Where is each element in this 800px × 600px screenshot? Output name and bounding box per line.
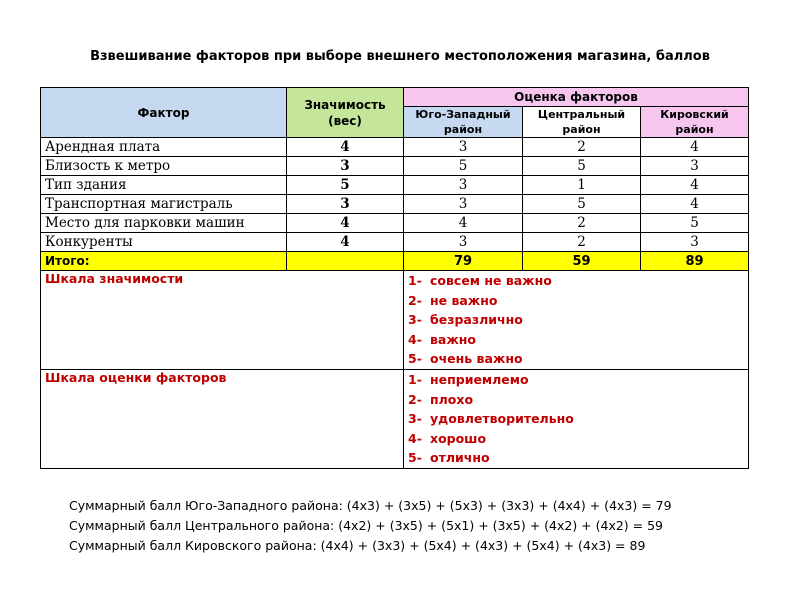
- total-central: 59: [523, 252, 641, 271]
- factor-weight: 3: [287, 157, 404, 176]
- list-item: 4- хорошо: [408, 430, 487, 446]
- factor-weight: 4: [287, 214, 404, 233]
- table-row: [41, 233, 749, 252]
- sum-formulas: [69, 496, 672, 556]
- page-title: Взвешивание факторов при выборе внешнего местоположения магазина, баллов: [90, 49, 710, 64]
- weight-scale-row: [41, 271, 749, 370]
- total-southwest: 79: [404, 252, 523, 271]
- score-kirovsky: 4: [641, 138, 749, 157]
- factor-name: Место для парковки машин: [41, 214, 287, 233]
- score-southwest: 4: [404, 214, 523, 233]
- header-district-southwest: Юго-Западный район: [404, 107, 523, 138]
- header-district-kirovsky: Кировский район: [641, 107, 749, 138]
- table-row: [41, 157, 749, 176]
- table-row: [41, 176, 749, 195]
- total-label: Итого:: [41, 252, 287, 271]
- list-item: 2- плохо: [408, 391, 474, 407]
- sum-southwest: Суммарный балл Юго-Западного района: (4х3) + (3х5) + (5х3) + (3х3) + (4х4) + (4х3) = 79: [69, 498, 672, 513]
- factor-weight: 4: [287, 138, 404, 157]
- factor-name: Арендная плата: [41, 138, 287, 157]
- list-item: 1- совсем не важно: [408, 273, 552, 288]
- rating-scale-list: [404, 370, 749, 469]
- table-row: [41, 138, 749, 157]
- factor-weight: 5: [287, 176, 404, 195]
- total-kirovsky: 89: [641, 252, 749, 271]
- list-item: 5- очень важно: [408, 351, 523, 367]
- score-southwest: 3: [404, 138, 523, 157]
- factor-weight: 4: [287, 233, 404, 252]
- total-row: [41, 252, 749, 271]
- score-southwest: 3: [404, 195, 523, 214]
- list-item: 2- не важно: [408, 292, 498, 308]
- score-southwest: 3: [404, 233, 523, 252]
- weight-scale-list: [404, 271, 749, 370]
- rating-scale-label: Шкала оценки факторов: [41, 370, 404, 469]
- score-southwest: 3: [404, 176, 523, 195]
- factor-name: Близость к метро: [41, 157, 287, 176]
- list-item: 4- важно: [408, 331, 477, 347]
- header-weight: Значимость (вес): [287, 88, 404, 138]
- score-kirovsky: 4: [641, 195, 749, 214]
- score-central: 1: [523, 176, 641, 195]
- score-central: 5: [523, 195, 641, 214]
- list-item: 1- неприемлемо: [408, 372, 529, 387]
- score-kirovsky: 4: [641, 176, 749, 195]
- table-row: [41, 195, 749, 214]
- factor-name: Транспортная магистраль: [41, 195, 287, 214]
- score-kirovsky: 3: [641, 157, 749, 176]
- list-item: 3- безразлично: [408, 312, 523, 328]
- score-southwest: 5: [404, 157, 523, 176]
- weight-scale-label: Шкала значимости: [41, 271, 404, 370]
- factor-table: [40, 87, 749, 469]
- factor-name: Конкуренты: [41, 233, 287, 252]
- sum-kirovsky: Суммарный балл Кировского района: (4х4) + (3х3) + (5х4) + (4х3) + (5х4) + (4х3) = 89: [69, 538, 646, 553]
- score-central: 2: [523, 233, 641, 252]
- total-weight-empty: [287, 252, 404, 271]
- score-central: 2: [523, 214, 641, 233]
- list-item: 5- отлично: [408, 450, 490, 466]
- header-factor: Фактор: [41, 88, 287, 138]
- table-row: [41, 214, 749, 233]
- list-item: 3- удовлетворительно: [408, 411, 574, 427]
- score-kirovsky: 3: [641, 233, 749, 252]
- factor-name: Тип здания: [41, 176, 287, 195]
- rating-scale-row: [41, 370, 749, 469]
- score-central: 5: [523, 157, 641, 176]
- score-central: 2: [523, 138, 641, 157]
- score-kirovsky: 5: [641, 214, 749, 233]
- header-score-group: Оценка факторов: [404, 88, 749, 107]
- factor-weight: 3: [287, 195, 404, 214]
- header-district-central: Центральный район: [523, 107, 641, 138]
- sum-central: Суммарный балл Центрального района: (4х2) + (3х5) + (5х1) + (3х5) + (4х2) + (4х2) = 59: [69, 518, 664, 533]
